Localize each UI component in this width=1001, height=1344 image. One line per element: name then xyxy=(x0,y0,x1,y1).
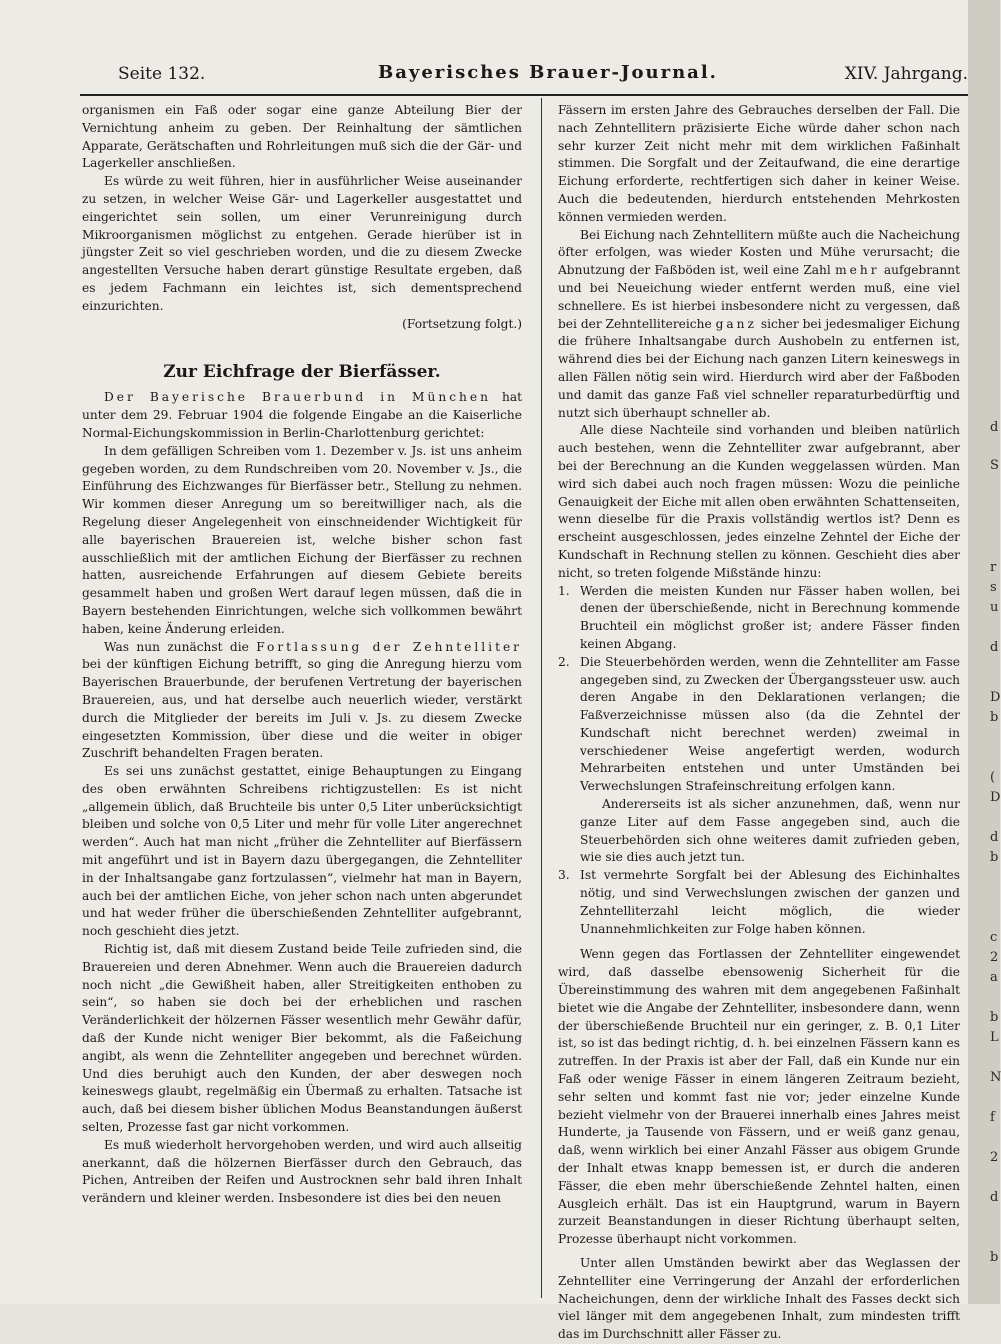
fragment-letter: 2 xyxy=(990,950,999,965)
paragraph-text: bei der künftigen Eichung betrifft, so ging die Anregung hierzu vom Bayerischen Brauerbunde, der berufenen Vertretung der bayerischen Brauereien, aus, und hat derselbe auch neuerlich wieder, verstärkt durch die Mitglieder der bereits im Juli v. Js. zu diesem Zwecke eingesetzten Kommission, über diese und die weiter in obiger Zuschrift behandelten Fragen beraten. xyxy=(82,657,522,761)
article-paragraph: Wenn gegen das Fortlassen der Zehntelliter eingewendet wird, daß dasselbe ebensowenig Sicherheit für die Übereinstimmung des wahren mit dem angegebenen Faßinhalt bietet wie die Angabe der Zehntelliter, insbesondere dann, wenn der überschießende Bruchteil nur ein geringer, z. B. 0,1 Liter ist, so ist das bedingt richtig, d. h. bei einzelnen Fässern kann es zutreffen. In der Praxis ist aber der Fall, daß ein Kunde nur ein Faß oder wenige Fässer in einem längeren Zeitraum bezieht, sehr selten und kommt fast nie vor; jeder einzelne Kunde bezieht vielmehr von der Brauerei innerhalb eines Jahres meist Hunderte, ja Tausende von Fässern, und er weiß ganz genau, daß, wenn wirklich bei einer Anzahl Fässer aus obigem Grunde der Inhalt etwas knapp bemessen ist, er durch die anderen Fässer, die eben mehr überschießende Zehntel halten, einen Ausgleich erhält. Das ist ein Hauptgrund, warum in Bayern zurzeit Beanstandungen in dieser Richtung überhaupt selten, Prozesse überhaupt nicht vorkommen. xyxy=(558,947,960,1247)
fragment-letter: d xyxy=(990,420,999,435)
article-paragraph: Es sei uns zunächst gestattet, einige Behauptungen zu Eingang des oben erwähnten Schreibens richtigzustellen: Es ist nicht „allgemein üblich, daß Bruchteile bis unter 0,5 Liter unberücksichtigt bleiben und solche von 0,5 Liter und mehr für volle Liter angerechnet werden“. Auch hat man nicht „früher die Zehntelliter auf Bierfässern mit angeführt und ist in Bayern dazu übergegangen, die Zehntelliter in der Inhaltsangabe ganz fortzulassen“, vielmehr hat man in Bayern, auch bei der amtlichen Eiche, von jeher schon nach unten abgerundet und hat weder früher die überschießenden Zehntelliter aufgebrannt, noch geschieht dies jetzt. xyxy=(82,764,522,939)
emphasis-text: Fortlassung der Zehntelliter xyxy=(256,639,523,654)
list-number: 1. xyxy=(558,583,570,598)
list-item xyxy=(558,583,960,654)
page-header xyxy=(118,60,968,92)
column-divider xyxy=(541,98,542,1298)
paragraph-text: aufgebrannt und bei Neueichung wieder entfernt werden muß, eine viel schnellere. Es ist hierbei insbesondere nicht zu vergessen, daß bei der Zehntellitereiche xyxy=(558,263,960,331)
list-number: 3. xyxy=(558,868,570,883)
emphasis-text: mehr xyxy=(835,263,880,278)
continuation-paragraph: organismen ein Faß oder sogar eine ganze Abteilung Bier der Vernichtung anheim zu geben. Der Reinhaltung der sämtlichen Apparate, Gerätschaften und Rohrleitungen muß sich die der Gär- und Lagerkeller anschließen. xyxy=(82,103,522,171)
volume-label: XIV. Jahrgang. xyxy=(844,64,968,84)
fragment-letter: b xyxy=(990,1010,999,1025)
right-column xyxy=(558,102,960,1344)
article-paragraph: Alle diese Nachteile sind vorhanden und bleiben natürlich auch bestehen, wenn die Zehntelliter zwar aufgebrannt, aber bei der Berechnung an die Kunden weggelassen würden. Man wird sich dabei auch noch fragen müssen: Wozu die peinliche Genauigkeit der Eiche mit allen oben erwähnten Schattenseiten, wenn dieselbe für die Praxis vollständig wertlos ist? Denn es erscheint ausgeschlossen, jedes einzelne Zehntel der Eiche der Kundschaft in Rechnung stellen zu können. Geschieht dies aber nicht, so treten folgende Mißstände hinzu: xyxy=(558,423,960,580)
continued-note: (Fortsetzung folgt.) xyxy=(402,316,522,331)
article-paragraph: In dem gefälligen Schreiben vom 1. Dezember v. Js. ist uns anheim gegeben worden, zu dem Rundschreiben vom 20. November v. Js., die Einführung des Eichzwanges für Bierfässer betr., Stellung zu nehmen. Wir kommen dieser Anregung um so bereitwilliger nach, als die Regelung dieser Angelegenheit von einschneidender Wichtigkeit für alle bayerischen Brauereien ist, welche bisher schon fast ausschließlich mit der amtlichen Eichung der Bierfässer zu rechnen hatten, ausreichende Erfahrungen auf diesem Gebiete bereits gesammelt haben und großen Wert darauf legen müssen, daß die in Bayern bestehenden Einrichtungen, welche sich vollkommen bewährt haben, keine Änderung erleiden. xyxy=(82,443,522,636)
fragment-letter: 2 xyxy=(990,1150,999,1165)
article-title: Zur Eichfrage der Bierfässer. xyxy=(163,362,441,383)
fragment-letter: S xyxy=(990,458,999,473)
list-item xyxy=(558,796,960,867)
list-text: Andererseits ist als sicher anzunehmen, daß, wenn nur ganze Liter auf dem Fasse angegeben sind, auch die Steuerbehörden sich ohne weiteres damit zufrieden geben, wie sie dies auch jetzt tun. xyxy=(580,797,960,865)
fragment-letter: N xyxy=(990,1070,1001,1085)
fragment-letter: r xyxy=(990,560,997,575)
page-number: Seite 132. xyxy=(118,64,206,84)
fragment-letter: b xyxy=(990,1250,999,1265)
continuation-paragraph: Es würde zu weit führen, hier in ausführlicher Weise auseinander zu setzen, in welcher Weise Gär- und Lagerkeller ausgestattet und eingerichtet sein sollen, um einer Verunreinigung durch Mikroorganismen möglichst zu entgehen. Gerade hierüber ist in jüngster Zeit so viel geschrieben worden, und die zu diesem Zwecke angestellten Versuche haben derart günstige Resultate ergeben, daß es jedem Fachmann ein leichtes ist, sich dementsprechend einzurichten. xyxy=(82,174,522,313)
fragment-letter: b xyxy=(990,710,999,725)
fragment-letter: u xyxy=(990,600,999,615)
fragment-letter: L xyxy=(990,1030,999,1045)
emphasis-text: ganz xyxy=(715,316,757,331)
intro-spaced-text: Der Bayerische Brauerbund in München xyxy=(104,390,491,405)
article-paragraph: Unter allen Umständen bewirkt aber das Weglassen der Zehntelliter eine Verringerung der Anzahl der erforderlichen Nacheichungen, denn der wirkliche Inhalt des Fasses deckt sich viel länger mit dem angegebenen Inhalt, zum mindesten trifft das im Durchschnitt aller Fässer zu. xyxy=(558,1256,960,1342)
fragment-letter: ( xyxy=(990,770,996,785)
article-paragraph: Fässern im ersten Jahre des Gebrauches derselben der Fall. Die nach Zehntellitern präzisierte Eiche würde daher schon nach sehr kurzer Zeit nicht mehr mit dem wirklichen Faßinhalt stimmen. Die Sorgfalt und der Zeitaufwand, die eine derartige Eichung erforderte, rechtfertigen sich daher in keiner Weise. Auch die bedeutenden, hierdurch entstehenden Mehrkosten können vermieden werden. xyxy=(558,103,960,224)
fragment-letter: d xyxy=(990,830,999,845)
list-text: Werden die meisten Kunden nur Fässer haben wollen, bei denen der überschießende, nicht in Berechnung kommende Bruchteil ein möglichst großer ist; andere Fässer finden keinen Abgang. xyxy=(580,583,960,651)
fragment-letter: d xyxy=(990,640,999,655)
grievance-list xyxy=(558,583,960,939)
fragment-letter: c xyxy=(990,930,998,945)
fragment-letter: d xyxy=(990,1190,999,1205)
list-text: Die Steuerbehörden werden, wenn die Zehntelliter am Fasse angegeben sind, zu Zwecken der Übergangssteuer usw. auch deren Angabe in den Deklarationen verlangen; die Faßverzeichnisse müssen also (da die Zehntel der Kundschaft nicht berechnet werden) zweimal in verschiedener Weise angefertigt werden, wodurch Mehrarbeiten entstehen und unter Umständen bei Verwechslungen Strafeinschreitung erfolgen kann. xyxy=(580,654,960,794)
intro-text: hat unter dem 29. Februar 1904 die folgende Eingabe an die Kaiserliche Normal-Eichungskommission in Berlin-Charlottenburg gerichtet: xyxy=(82,390,522,440)
article-intro xyxy=(82,389,522,442)
list-number: 2. xyxy=(558,654,570,669)
list-text: Ist vermehrte Sorgfalt bei der Ablesung des Eichinhaltes nötig, und sind Verwechslungen zwischen der ganzen und Zehntelliterzahl leicht möglich, die wieder Unannehmlichkeiten zur Folge haben können. xyxy=(580,868,960,936)
paragraph-text: Was nun zunächst die xyxy=(104,639,257,654)
list-item xyxy=(558,867,960,938)
paragraph-text: sicher bei jedesmaliger Eichung die frühere Inhaltsangabe durch Aushobeln zu entfernen ist, während dies bei der Eichung nach ganzen Litern keineswegs in allen Fällen nötig sein wird. Hierdurch wird aber der Faßboden und damit das ganze Faß viel schneller reparaturbedürftig und nutzt sich überhaupt schneller ab. xyxy=(558,316,960,420)
fragment-letter: f xyxy=(990,1110,995,1125)
article-paragraph: Richtig ist, daß mit diesem Zustand beide Teile zufrieden sind, die Brauereien und deren Abnehmer. Wenn auch die Brauereien dadurch noch nicht „die Gewißheit haben, aller Streitigkeiten enthoben zu sein“, so haben sie doch bei der erheblichen und raschen Veränderlichkeit der hölzernen Fässer wesentlich mehr Gewähr dafür, daß der Kunde nicht weniger Bier bekommt, als die Faßeichung angibt, als wenn die Zehntelliter angegeben und berechnet würden. Und dies beruhigt auch den Kunden, der aber deswegen noch keineswegs glaubt, regelmäßig ein Übermaß zu erhalten. Tatsache ist auch, daß bei diesem bisher üblichen Modus Beanstandungen äußerst selten, Prozesse fast gar nicht vorkommen. xyxy=(82,942,522,1135)
header-rule xyxy=(80,94,968,96)
adjacent-page-edge xyxy=(968,0,1000,1304)
fragment-letter: a xyxy=(990,970,998,985)
article-paragraph xyxy=(82,639,522,764)
fragment-letter: s xyxy=(990,580,997,595)
left-column xyxy=(82,102,522,1208)
paragraph-text: Bei Eichung nach Zehntellitern müßte auch die Nacheichung öfter erfolgen, was wieder Kosten und Mühe verursacht; die Abnutzung der Faßböden ist, weil eine Zahl xyxy=(558,227,960,278)
fragment-letter: D xyxy=(990,790,1001,805)
fragment-letter: b xyxy=(990,850,999,865)
fragment-letter: D xyxy=(990,690,1001,705)
journal-title: Bayerisches Brauer-Journal. xyxy=(378,62,718,83)
list-item xyxy=(558,654,960,796)
article-paragraph xyxy=(558,227,960,423)
article-paragraph: Es muß wiederholt hervorgehoben werden, und wird auch allseitig anerkannt, daß die hölzernen Bierfässer durch den Gebrauch, das Pichen, Antreiben der Reifen und Austrocknen sehr bald ihren Inhalt verändern und kleiner werden. Insbesondere ist dies bei den neuen xyxy=(82,1137,522,1206)
